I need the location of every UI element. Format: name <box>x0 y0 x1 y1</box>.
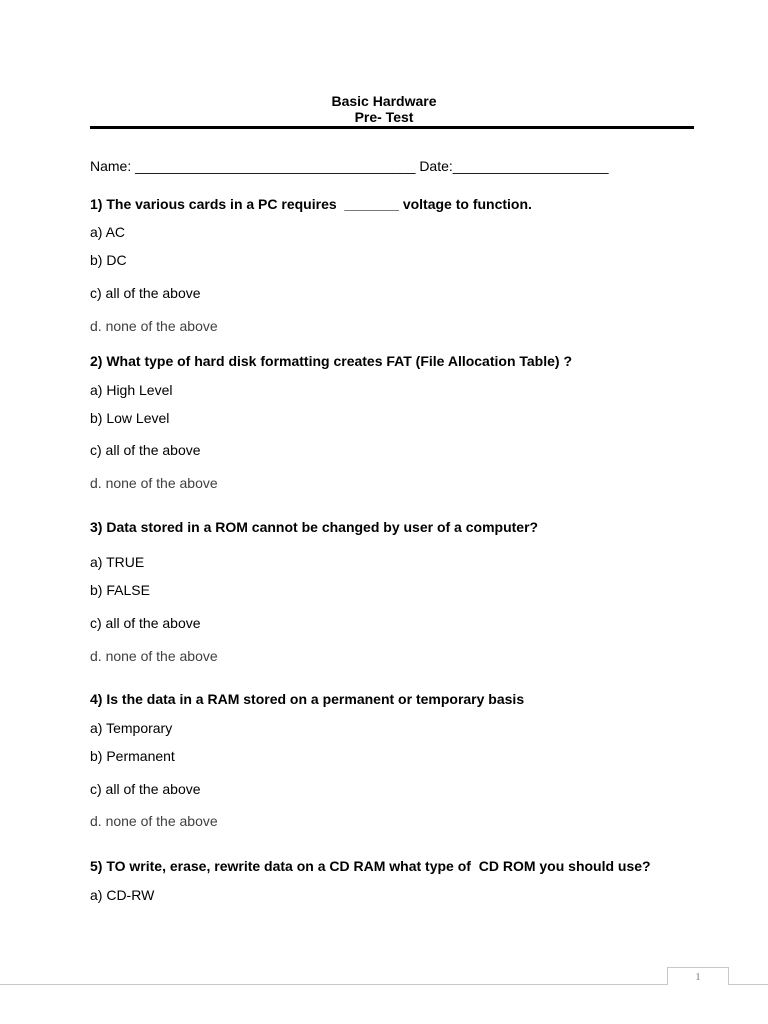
page-number: 1 <box>695 971 701 983</box>
name-date-line: Name: ____________________________________ Date:____________________ <box>90 158 609 174</box>
question-1-option-b: b) DC <box>90 252 127 268</box>
question-3: 3) Data stored in a ROM cannot be changed by user of a computer? <box>90 519 539 535</box>
question-1-option-c: c) all of the above <box>90 285 201 301</box>
question-4-option-a: a) Temporary <box>90 720 173 736</box>
question-1: 1) The various cards in a PC requires _______ voltage to function. <box>90 196 532 212</box>
question-1-option-a: a) AC <box>90 224 126 240</box>
question-5-option-a: a) CD-RW <box>90 887 155 903</box>
question-4-option-d: d. none of the above <box>90 813 218 829</box>
question-2-option-d: d. none of the above <box>90 475 218 491</box>
question-2-option-b: b) Low Level <box>90 410 170 426</box>
question-3-option-c: c) all of the above <box>90 615 201 631</box>
question-4-option-b: b) Permanent <box>90 748 175 764</box>
document-subtitle: Pre- Test <box>354 109 414 125</box>
question-3-option-d: d. none of the above <box>90 648 218 664</box>
question-2-option-a: a) High Level <box>90 382 173 398</box>
question-4: 4) Is the data in a RAM stored on a permanent or temporary basis <box>90 691 525 707</box>
question-2: 2) What type of hard disk formatting creates FAT (File Allocation Table) ? <box>90 353 573 369</box>
title-rule <box>90 126 694 129</box>
document-title: Basic Hardware <box>331 93 437 109</box>
question-4-option-c: c) all of the above <box>90 781 201 797</box>
question-5: 5) TO write, erase, rewrite data on a CD RAM what type of CD ROM you should use? <box>90 858 651 874</box>
question-1-option-d: d. none of the above <box>90 318 218 334</box>
question-3-option-b: b) FALSE <box>90 582 150 598</box>
footer-rule <box>0 984 768 985</box>
question-2-option-c: c) all of the above <box>90 442 201 458</box>
question-3-option-a: a) TRUE <box>90 554 145 570</box>
